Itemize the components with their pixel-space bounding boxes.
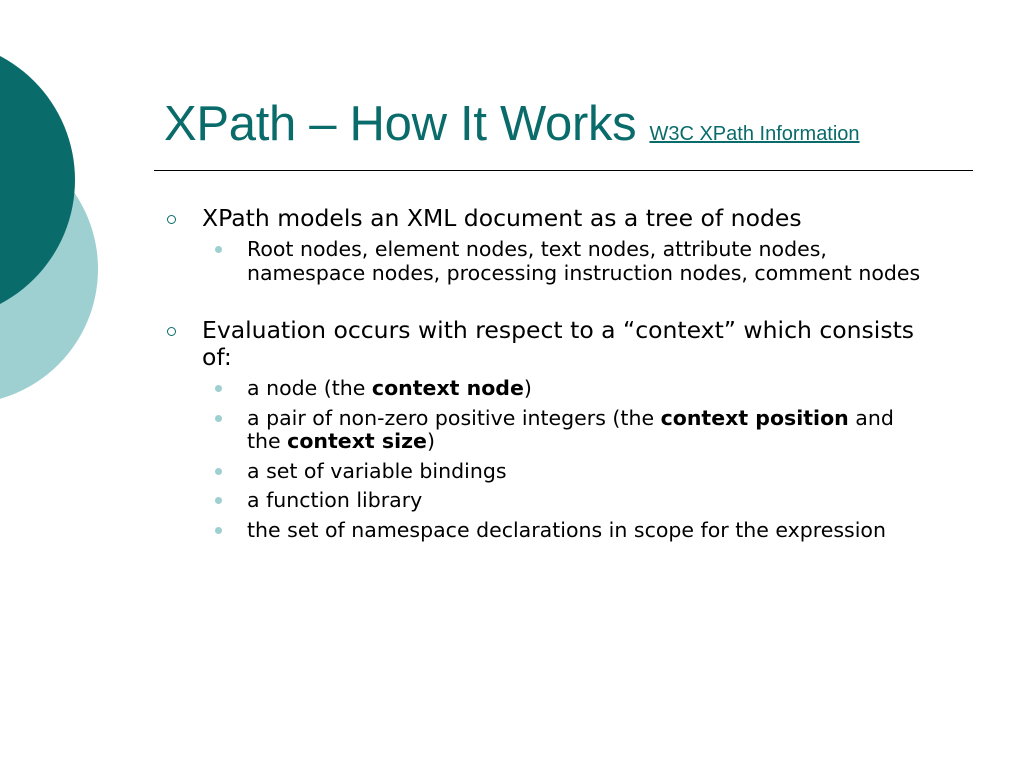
sub-bullet-text-middle: and the [247, 405, 894, 453]
ring-bullet-icon [167, 215, 176, 224]
sub-bullet-text-before: a node (the [247, 376, 372, 400]
sub-bullet-bold-term: context position [660, 405, 849, 430]
dot-bullet-icon [215, 527, 222, 534]
dot-bullet-icon [215, 415, 222, 422]
sub-bullet-item [164, 489, 927, 513]
dot-bullet-icon [215, 246, 222, 253]
sub-bullet-item [164, 460, 927, 484]
dot-bullet-icon [215, 468, 222, 475]
sub-bullet-item [164, 238, 927, 285]
dot-bullet-icon [215, 497, 222, 504]
sub-bullet-text-after: ) [426, 429, 435, 453]
sub-bullet-text: Root nodes, element nodes, text nodes, attribute nodes, namespace nodes, processing instruction nodes, comment nodes [247, 237, 921, 285]
bullet-item [164, 205, 942, 232]
sub-bullet-text: the set of namespace declarations in scope for the expression [247, 517, 886, 542]
sub-bullet-bold-term: context size [287, 429, 427, 453]
bullet-item [164, 317, 942, 371]
title-divider [154, 170, 973, 171]
bullet-text: XPath models an XML document as a tree of nodes [202, 204, 802, 232]
sub-bullet-item [164, 407, 927, 454]
dot-bullet-icon [215, 385, 222, 392]
sub-bullet-text-before: a pair of non-zero positive integers (the [247, 405, 661, 430]
ring-bullet-icon [167, 327, 176, 336]
sub-bullet-item [164, 519, 927, 543]
w3c-xpath-link[interactable]: W3C XPath Information [649, 123, 860, 145]
sub-bullet-bold-term: context node [371, 376, 524, 400]
sub-bullet-text: a function library [247, 488, 423, 512]
bullet-text: Evaluation occurs with respect to a “context” which consists of: [202, 316, 915, 371]
slide-title: XPath – How It Works [164, 97, 637, 151]
sub-bullet-text-after: ) [523, 376, 532, 400]
sub-bullet-item [164, 377, 927, 401]
slide-content [164, 205, 984, 542]
title-row [164, 96, 860, 152]
sub-bullet-text: a set of variable bindings [247, 458, 507, 483]
